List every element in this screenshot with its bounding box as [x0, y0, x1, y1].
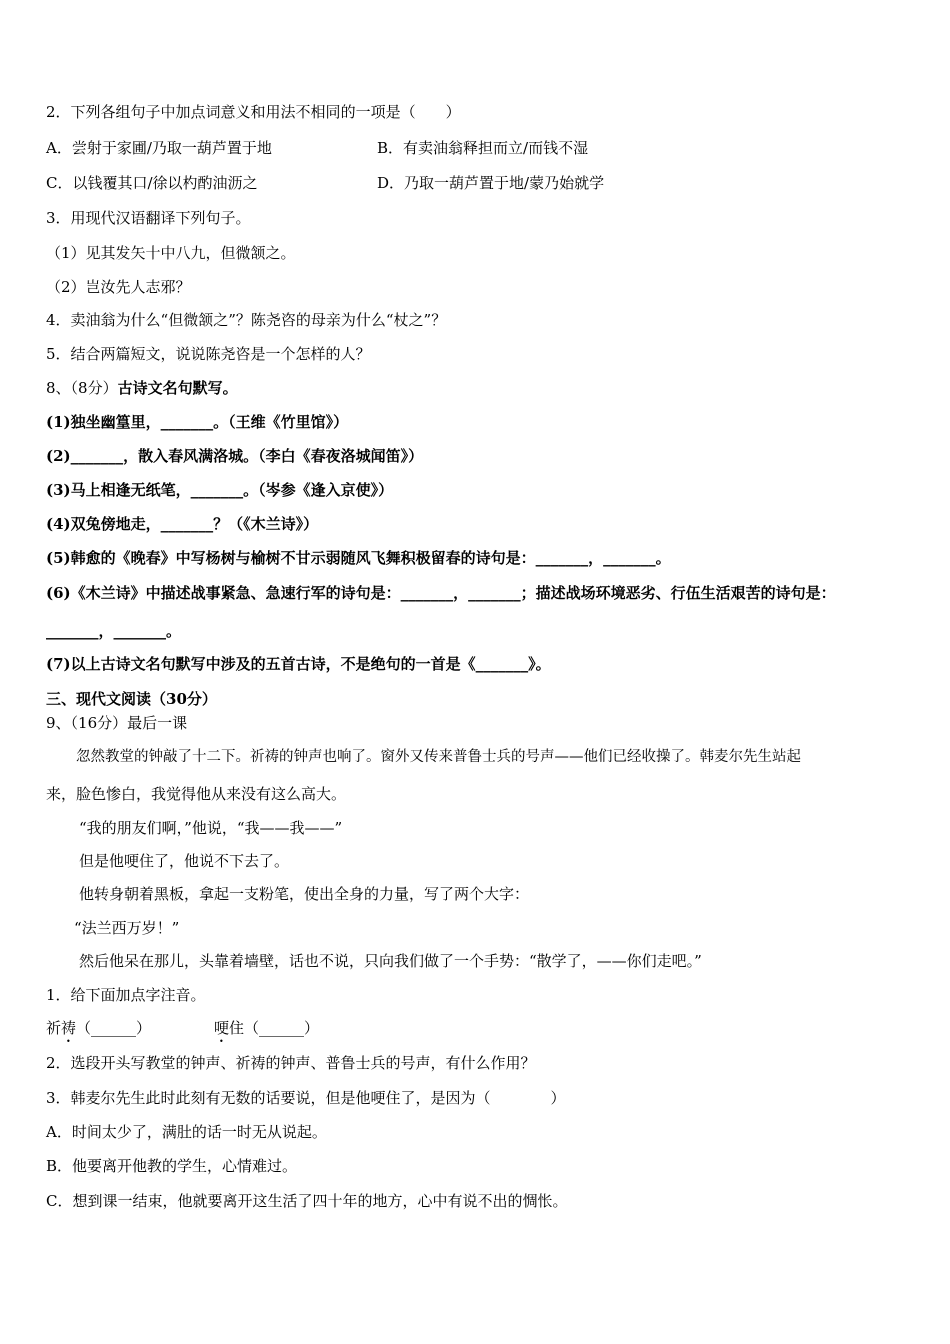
q9-sub-3-option-b: B．他要离开他教的学生，心情难过。 — [46, 1157, 298, 1175]
section-8-title: 古诗文名句默写。 — [117, 379, 238, 397]
poem-item-2: (2)_______，散入春风满洛城。（李白《春夜洛城闻笛》） — [46, 447, 424, 465]
passage-para-3: 但是他哽住了，他说不下去了。 — [79, 852, 290, 870]
q2-stem-tail: 的一项是（ ） — [340, 103, 461, 121]
passage-para-1-line-2: 来，脸色惨白，我觉得他从来没有这么高大。 — [46, 785, 347, 803]
q2-stem-text: 2．下列各组句子中加点词意义和用法 — [46, 103, 296, 121]
pinyin-item-1 — [46, 1018, 151, 1046]
q2-option-c: C．以钱覆其口/徐以杓酌油沥之 — [46, 174, 258, 192]
passage-para-6: 然后他呆在那儿，头靠着墙壁，话也不说，只向我们做了一个手势：“散学了，——你们走吧。” — [79, 952, 702, 970]
poem-item-4: (4)双兔傍地走，_______？（《木兰诗》） — [46, 515, 319, 533]
passage-para-4: 他转身朝着黑板，拿起一支粉笔，使出全身的力量，写了两个大字： — [79, 885, 530, 903]
q2-option-b: B．有卖油翁释担而立/而钱不湿 — [377, 139, 589, 157]
pinyin-item-2 — [214, 1018, 319, 1046]
q2-stem — [46, 102, 461, 122]
poem-item-1: (1)独坐幽篁里，_______。（王维《竹里馆》） — [46, 413, 349, 431]
q3-stem: 3．用现代汉语翻译下列句子。 — [46, 209, 251, 227]
poem-item-6: (6)《木兰诗》中描述战事紧急、急速行军的诗句是：_______，_______；描述战场环境恶劣、行伍生活艰苦的诗句是： — [46, 584, 836, 602]
q5-stem: 5．结合两篇短文，说说陈尧咨是一个怎样的人？ — [46, 345, 371, 363]
q9-sub-3: 3．韩麦尔先生此时此刻有无数的话要说，但是他哽住了，是因为（ ） — [46, 1089, 566, 1107]
poem-item-3: (3)马上相逢无纸笔，_______。（岑参《逢入京使》） — [46, 481, 394, 499]
part-3-heading: 三、现代文阅读（30分） — [46, 690, 217, 708]
q2-option-a: A．尝射于家圃/乃取一葫芦置于地 — [46, 139, 272, 157]
q2-stem-emphasis: 不相同 — [295, 103, 341, 121]
q9-sub-3-option-c: C．想到课一结束，他就要离开这生活了四十年的地方，心中有说不出的惆怅。 — [46, 1192, 568, 1210]
passage-para-5: “法兰西万岁！” — [74, 919, 180, 937]
q3-sentence-1: （1）见其发矢十中八九，但微颔之。 — [46, 244, 296, 262]
q4-stem: 4．卖油翁为什么“但微颔之”？陈尧咨的母亲为什么“杖之”？ — [46, 311, 447, 329]
pinyin-blank-1: （______） — [76, 1019, 152, 1037]
q9-sub-3-option-a: A．时间太少了，满肚的话一时无从说起。 — [46, 1123, 327, 1141]
passage-para-1 — [46, 747, 801, 767]
poem-item-7: (7)以上古诗文名句默写中涉及的五首古诗，不是绝句的一首是《_______》。 — [46, 655, 551, 673]
pinyin-word-1-char: 祈 — [46, 1019, 62, 1037]
section-8-number: 8、（8分） — [46, 379, 118, 397]
pinyin-word-2-dotted: 哽 — [214, 1019, 230, 1037]
q9-sub-1: 1．给下面加点字注音。 — [46, 986, 206, 1004]
poem-item-6-continued: _______，_______。 — [46, 622, 182, 640]
passage-para-1-line-1: 忽然教堂的钟敲了十二下。祈祷的钟声也响了。窗外又传来普鲁士兵的号声——他们已经收操了。韩麦尔先生站起 — [76, 749, 801, 765]
pinyin-blank-2: （______） — [244, 1019, 320, 1037]
section-8-header — [46, 378, 238, 398]
pinyin-word-2-char: 住 — [229, 1019, 245, 1037]
poem-item-5: (5)韩愈的《晚春》中写杨树与榆树不甘示弱随风飞舞积极留春的诗句是：_______，_______。 — [46, 549, 671, 567]
q9-sub-2: 2．选段开头写教堂的钟声、祈祷的钟声、普鲁士兵的号声，有什么作用？ — [46, 1054, 536, 1072]
passage-para-2: “我的朋友们啊，”他说，“我——我——” — [79, 819, 343, 837]
q2-option-d: D．乃取一葫芦置于地/蒙乃始就学 — [377, 174, 605, 192]
pinyin-word-1-dotted: 祷 — [61, 1019, 77, 1037]
q9-title: 9、（16分）最后一课 — [46, 714, 188, 732]
q3-sentence-2: （2）岂汝先人志邪？ — [46, 278, 191, 296]
